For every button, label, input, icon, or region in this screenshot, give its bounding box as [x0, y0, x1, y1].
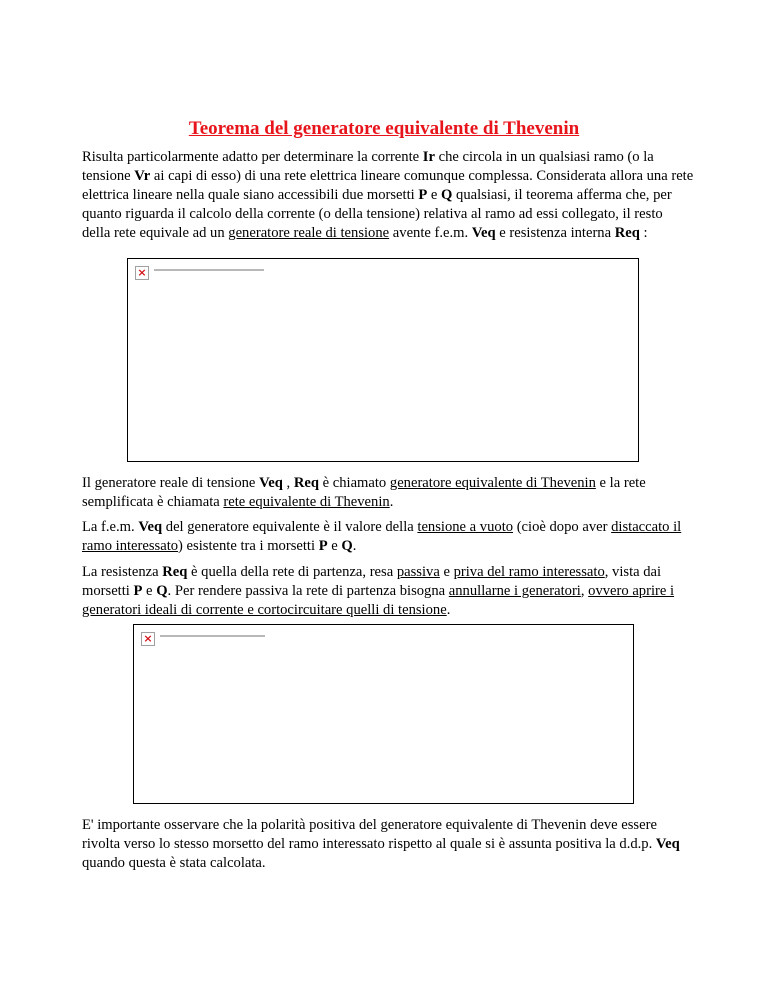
text-run: ) esistente tra i morsetti: [178, 538, 319, 554]
bold-term: Q: [156, 583, 168, 599]
text-run: è chiamato: [318, 475, 390, 491]
bold-term: Q: [441, 187, 453, 203]
bold-term: Veq: [655, 836, 680, 852]
bold-term: Req: [614, 225, 640, 241]
bold-term: Veq: [138, 519, 163, 535]
text-run: . Per rendere passiva la rete di partenza bisogna: [167, 583, 449, 599]
text-run: La resistenza: [82, 564, 163, 580]
text-run: e: [439, 564, 454, 580]
text-run: quando questa è stata calcolata.: [82, 855, 266, 871]
paragraph-thevenin-definition: [82, 474, 694, 512]
bold-term: Vr: [134, 168, 151, 184]
broken-image-icon: ×: [141, 632, 155, 646]
paragraph-intro: [82, 148, 694, 243]
bold-term: Req: [162, 564, 188, 580]
circuit-image-2: [133, 624, 634, 804]
bold-term: Ir: [422, 149, 435, 165]
bold-term: P: [418, 187, 428, 203]
bold-term: Q: [341, 538, 353, 554]
text-run: del generatore equivalente è il valore della: [162, 519, 418, 535]
underlined-term: rete equivalente di Thevenin: [223, 494, 390, 510]
text-run: e la rete semplificata è chiamata: [82, 475, 646, 510]
text-run: e: [427, 187, 442, 203]
text-run: Risulta particolarmente adatto per determinare la corrente: [82, 149, 423, 165]
underlined-term: generatore reale di tensione: [228, 225, 390, 241]
text-run: ai capi di esso) di una rete elettrica lineare comunque complessa. Considerata allora una rete elettrica lineare nella quale siano accessibili due morsetti: [82, 168, 694, 203]
paragraph-fem: [82, 518, 694, 556]
text-run: .: [389, 494, 394, 510]
image-alt-text: [154, 269, 264, 271]
text-run: e: [327, 538, 342, 554]
bold-term: Veq: [471, 225, 496, 241]
text-run: è quella della rete di partenza, resa: [187, 564, 397, 580]
text-run: (cioè dopo aver: [513, 519, 612, 535]
text-run: avente f.e.m.: [389, 225, 472, 241]
text-run: Il generatore reale di tensione: [82, 475, 260, 491]
circuit-image-1: [127, 258, 639, 462]
image-alt-text: [160, 635, 265, 637]
text-run: , vista dai morsetti: [82, 564, 662, 599]
underlined-term: tensione a vuoto: [417, 519, 514, 535]
text-run: .: [352, 538, 357, 554]
bold-term: P: [133, 583, 143, 599]
paragraph-polarity: [82, 816, 694, 873]
text-run: ,: [282, 475, 294, 491]
text-run: e: [142, 583, 157, 599]
text-run: La f.e.m.: [82, 519, 139, 535]
underlined-term: generatore equivalente di Thevenin: [389, 475, 596, 491]
text-run: :: [639, 225, 648, 241]
broken-image-icon: ×: [135, 266, 149, 280]
text-run: e resistenza interna: [495, 225, 615, 241]
paragraph-resistance: [82, 563, 694, 620]
text-run: che circola in un qualsiasi ramo (o la tensione: [82, 149, 654, 184]
underlined-term: passiva: [396, 564, 440, 580]
underlined-term: priva del ramo interessato: [453, 564, 605, 580]
text-run: E' importante osservare che la polarità positiva del generatore equivalente di Thevenin deve essere rivolta verso lo stesso morsetto del ramo interessato rispetto al quale si è assunta positiva la d.d.p.: [82, 817, 657, 852]
text-run: .: [446, 602, 451, 618]
bold-term: P: [318, 538, 328, 554]
page-title: Teorema del generatore equivalente di Thevenin: [188, 118, 580, 139]
bold-term: Req: [293, 475, 319, 491]
underlined-term: annullarne i generatori: [448, 583, 581, 599]
text-run: ,: [580, 583, 589, 599]
underlined-term: distaccato il ramo interessato: [82, 519, 682, 554]
underlined-term: ovvero aprire i generatori ideali di corrente e cortocircuitare quelli di tensione: [82, 583, 675, 618]
text-run: qualsiasi, il teorema afferma che, per quanto riguarda il calcolo della corrente (o della tensione) relativa al ramo ad essi collegato, il resto della rete equivale ad un: [82, 187, 672, 241]
bold-term: Veq: [259, 475, 283, 491]
